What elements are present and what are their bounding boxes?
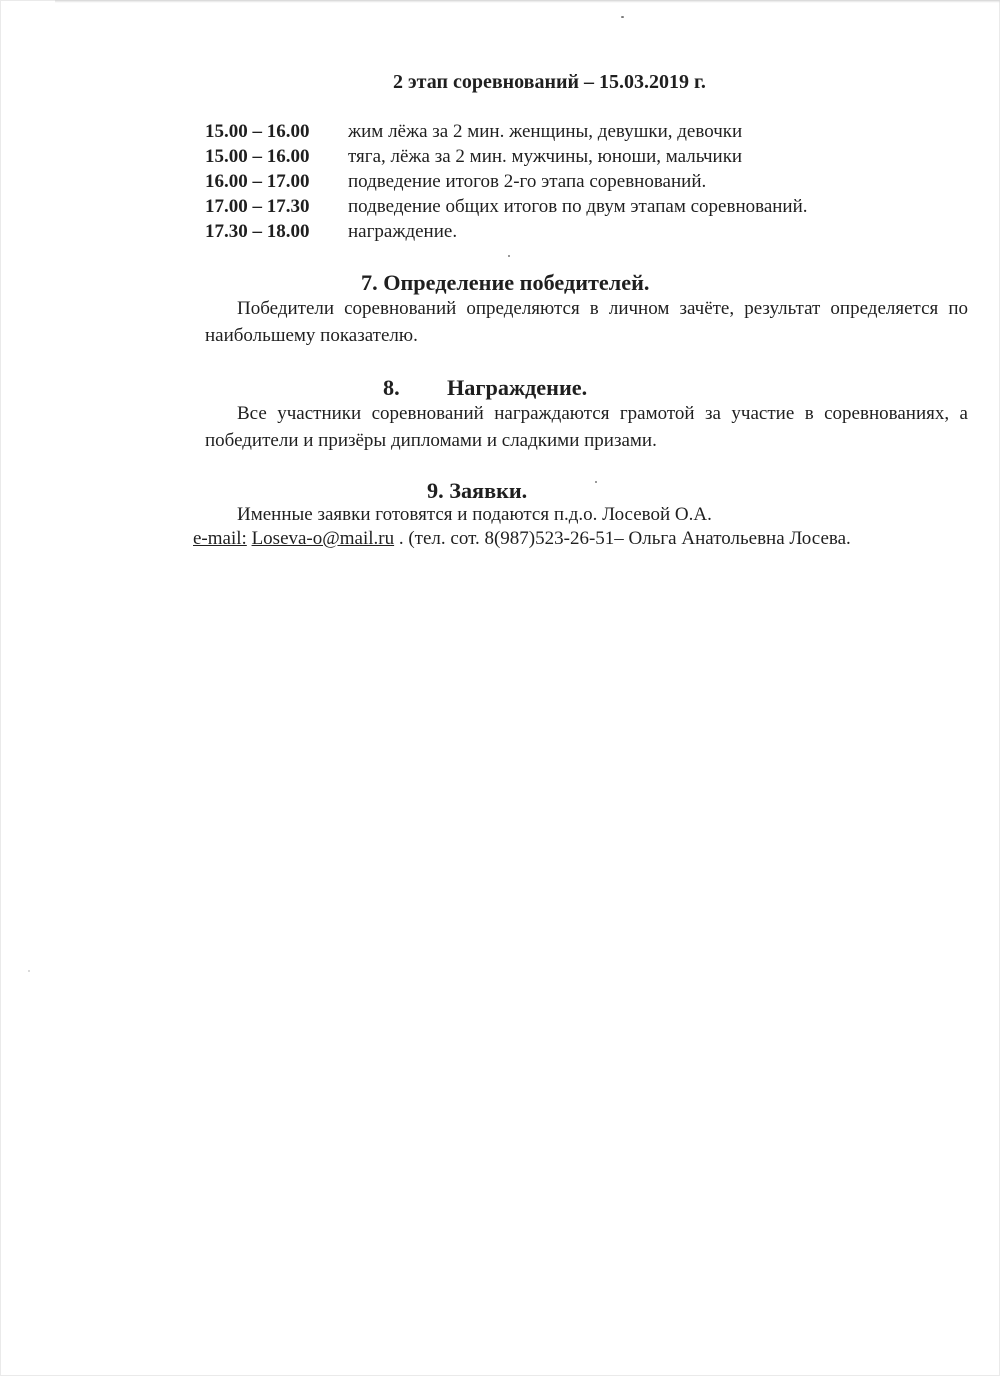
schedule-row	[205, 195, 968, 220]
schedule-list	[205, 120, 968, 245]
schedule-row	[205, 120, 968, 145]
schedule-time: 17.00 – 17.30	[205, 196, 310, 217]
section-7-title: 7. Определение победителей.	[361, 270, 650, 295]
scan-speck	[621, 16, 624, 18]
scan-edge-line	[55, 0, 1000, 3]
schedule-activity: подведение итогов 2-го этапа соревнований.	[348, 171, 707, 192]
schedule-time: 17.30 – 18.00	[205, 221, 310, 242]
schedule-time: 15.00 – 16.00	[205, 146, 310, 167]
schedule-row	[205, 145, 968, 170]
schedule-time: 16.00 – 17.00	[205, 171, 310, 192]
section-9-text: Именные заявки готовятся и подаются п.д.о. Лосевой О.А.	[237, 504, 712, 525]
contact-line	[193, 527, 956, 551]
schedule-row	[205, 220, 968, 245]
schedule-activity: жим лёжа за 2 мин. женщины, девушки, девочки	[348, 121, 743, 142]
section-9-title: 9. Заявки.	[427, 478, 528, 503]
schedule-time: 15.00 – 16.00	[205, 121, 310, 142]
email-link[interactable]: Loseva-o@mail.ru	[251, 528, 395, 549]
schedule-activity: тяга, лёжа за 2 мин. мужчины, юноши, мальчики	[348, 146, 743, 167]
section-8-heading: Награждение.	[447, 375, 588, 400]
stage-title: 2 этап соревнований – 15.03.2019 г.	[393, 71, 706, 93]
section-8-text: Все участники соревнований награждаются грамотой за участие в соревнованиях, а победители и призёры дипломами и сладкими призами.	[205, 403, 968, 451]
schedule-activity: подведение общих итогов по двум этапам соревнований.	[348, 196, 808, 217]
schedule-row	[205, 170, 968, 195]
schedule-activity: награждение.	[348, 221, 458, 242]
email-label: e-mail:	[193, 528, 247, 549]
contact-details: . (тел. сот. 8(987)523-26-51– Ольга Анатольевна Лосева.	[394, 528, 851, 549]
scan-speck	[28, 970, 30, 972]
section-8-number: 8.	[383, 375, 400, 400]
section-8-title	[205, 376, 968, 400]
document-body	[193, 70, 968, 551]
section-7-text: Победители соревнований определяются в личном зачёте, результат определяется по наибольшему показателю.	[205, 298, 968, 346]
